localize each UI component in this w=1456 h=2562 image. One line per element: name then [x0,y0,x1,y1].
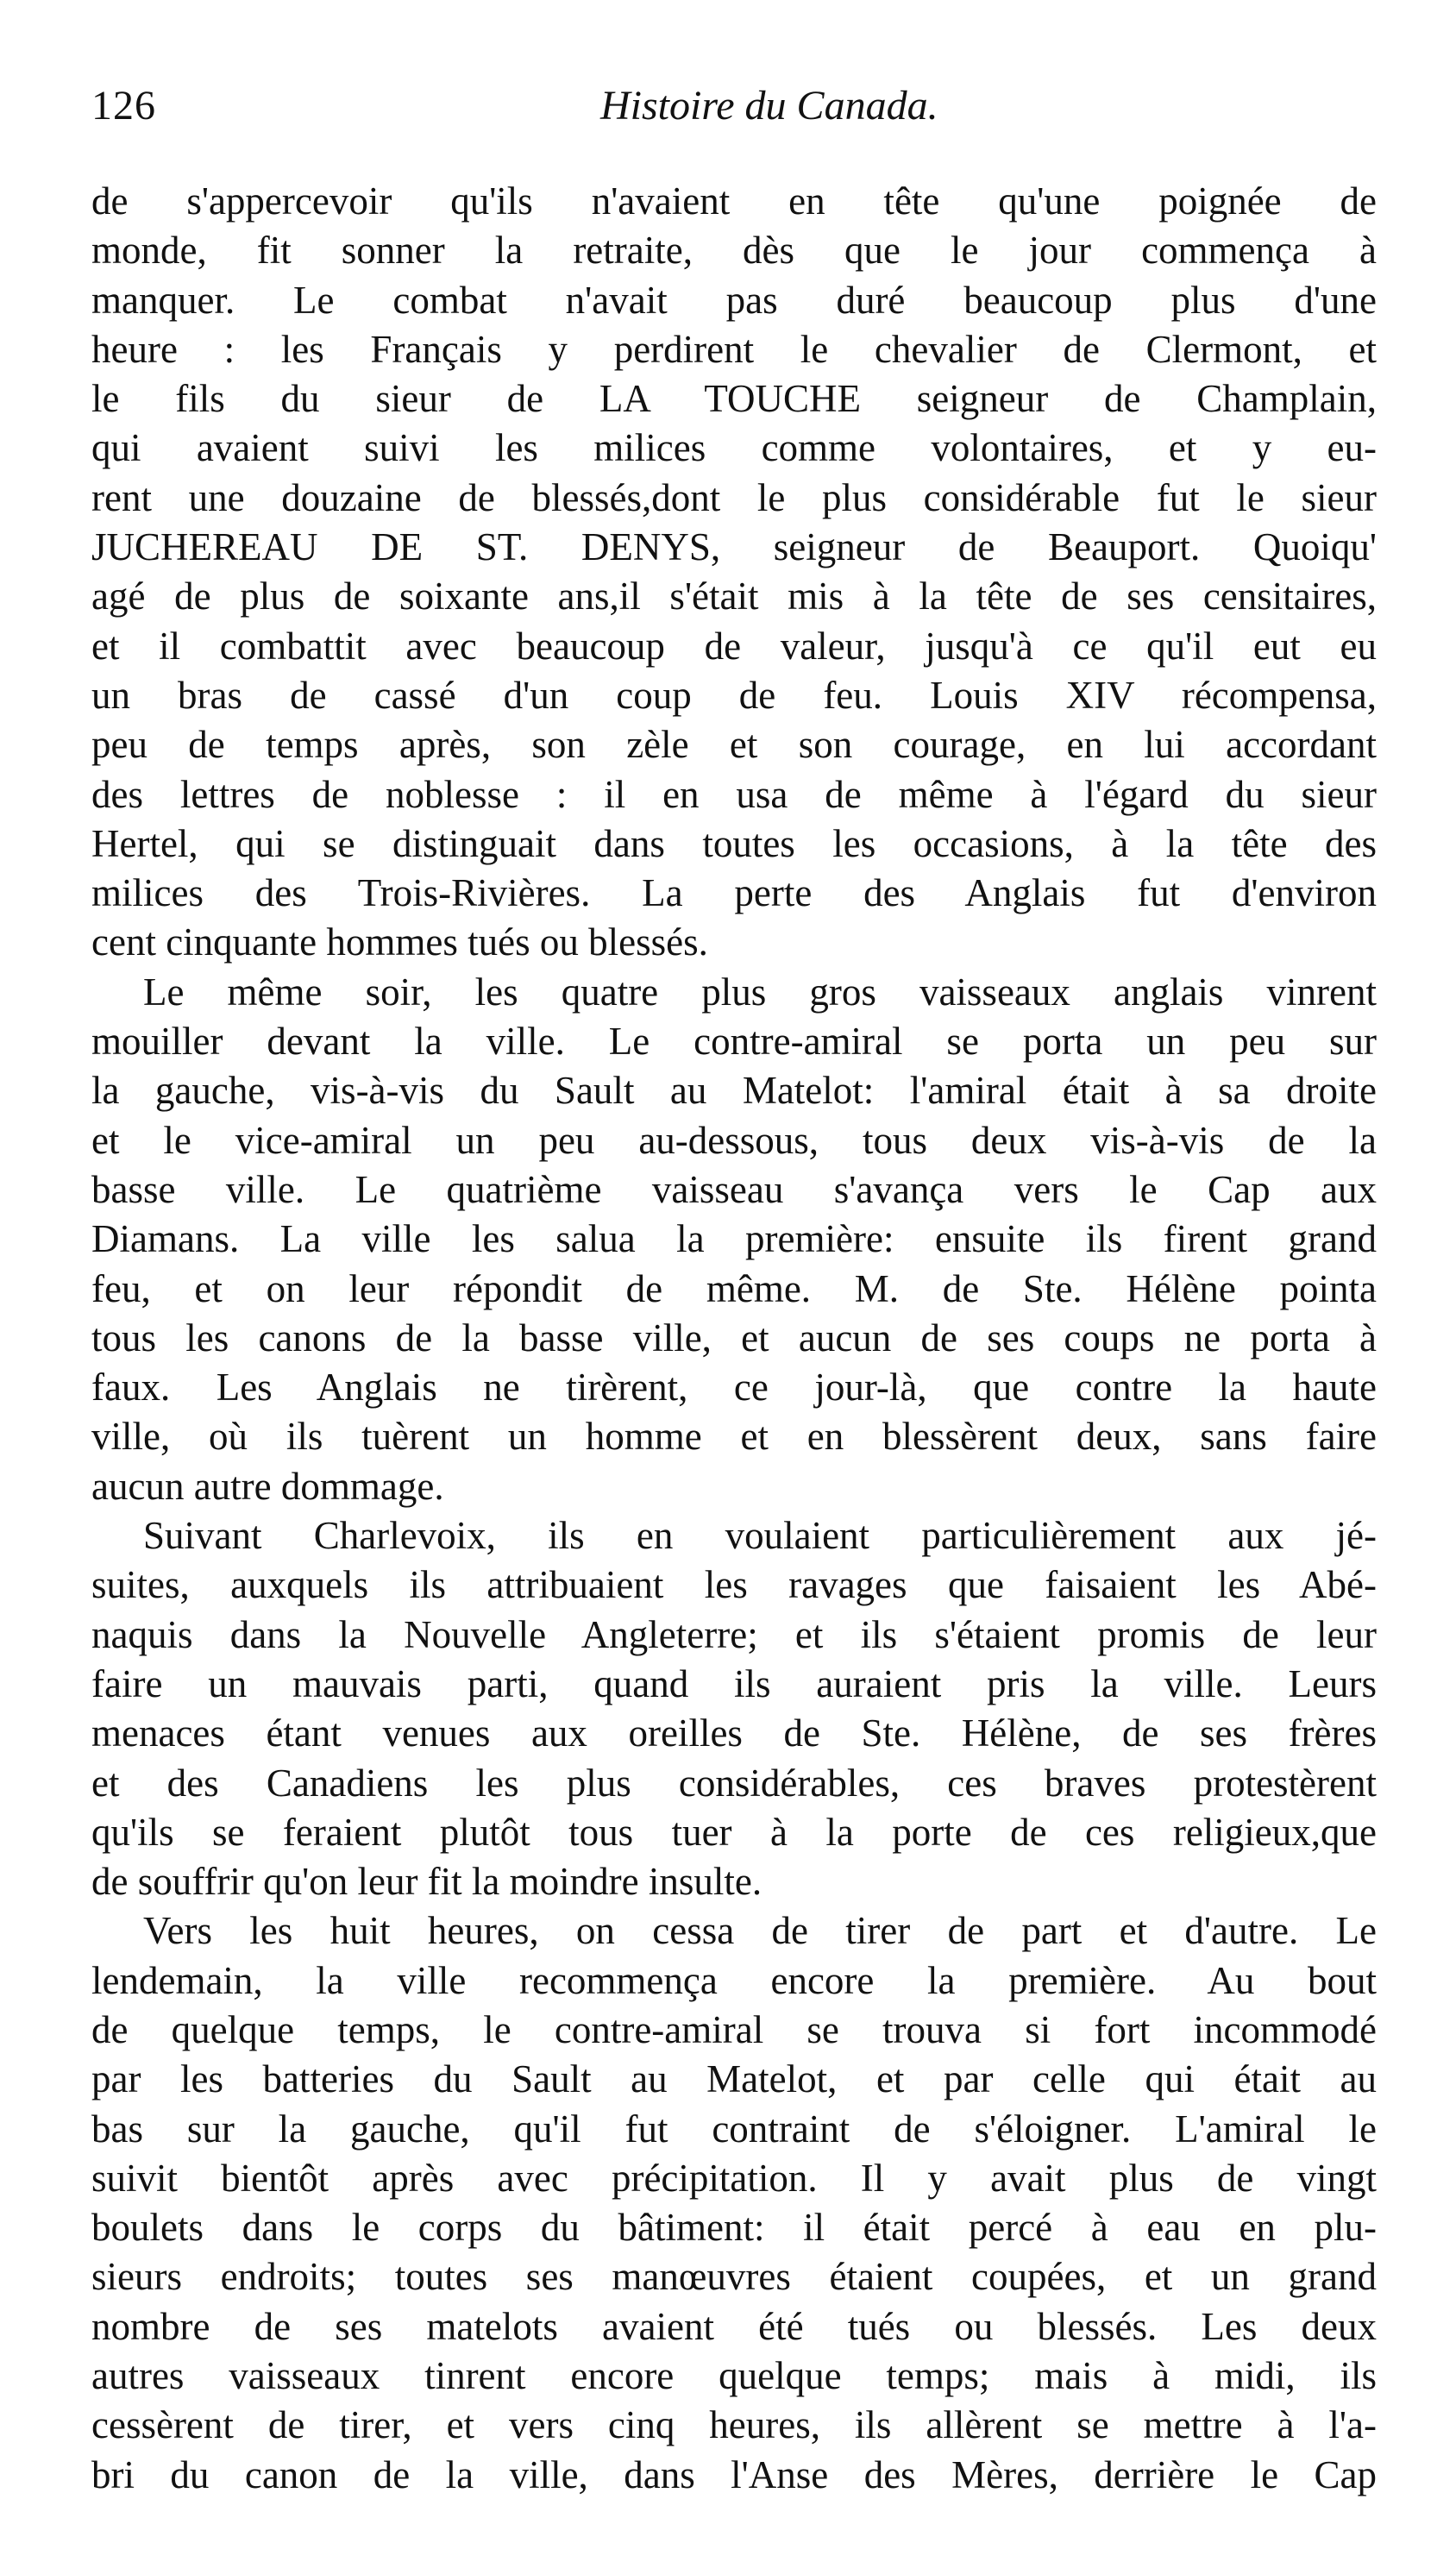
text-line: tous les canons de la basse ville, et aucun de ses coups ne porta à [91,1316,1377,1359]
text-line: bas sur la gauche, qu'il fut contraint de s'éloigner. L'amiral le [91,2107,1377,2151]
text-line: rent une douzaine de blessés,dont le plus considérable fut le sieur [91,475,1377,519]
text-line: naquis dans la Nouvelle Angleterre; et ils s'étaient promis de leur [91,1612,1377,1656]
text-line: suivit bientôt après avec précipitation. Il y avait plus de vingt [91,2156,1377,2200]
text-line: menaces étant venues aux oreilles de Ste. Hélène, de ses frères [91,1711,1377,1755]
text-line: de s'appercevoir qu'ils n'avaient en tête qu'une poignée de [91,179,1377,223]
text-line: basse ville. Le quatrième vaisseau s'avança vers le Cap aux [91,1167,1377,1211]
text-line: des lettres de noblesse : il en usa de même à l'égard du sieur [91,772,1377,816]
text-line: milices des Trois-Rivières. La perte des Anglais fut d'environ [91,871,1377,915]
text-line: et des Canadiens les plus considérables, ces braves protestèrent [91,1761,1377,1805]
text-line: peu de temps après, son zèle et son courage, en lui accordant [91,723,1377,767]
text-line: par les batteries du Sault au Matelot, et par celle qui était au [91,2057,1377,2101]
text-line: Le même soir, les quatre plus gros vaisseaux anglais vinrent [143,970,1377,1014]
text-line: nombre de ses matelots avaient été tués ou blessés. Les deux [91,2304,1377,2348]
text-line: heure : les Français y perdirent le chevalier de Clermont, et [91,327,1377,371]
text-line: ville, où ils tuèrent un homme et en blessèrent deux, sans faire [91,1415,1377,1459]
text-line: de souffrir qu'on leur fit la moindre insulte. [91,1860,763,1904]
text-line: JUCHEREAU DE ST. DENYS, seigneur de Beauport. Quoiqu' [91,525,1377,569]
text-line: mouiller devant la ville. Le contre-amiral se porta un peu sur [91,1020,1377,1064]
text-line: feu, et on leur répondit de même. M. de Ste. Hélène pointa [91,1266,1377,1310]
text-line: de quelque temps, le contre-amiral se trouva si fort incommodé [91,2007,1377,2051]
text-line: autres vaisseaux tinrent encore quelque temps; mais à midi, ils [91,2354,1377,2398]
running-title: Histoire du Canada. [600,83,938,129]
text-line: qui avaient suivi les milices comme volontaires, et y eu- [91,426,1377,470]
text-line: et il combattit avec beaucoup de valeur, jusqu'à ce qu'il eut eu [91,624,1377,668]
paragraph [91,1511,1377,1906]
text-line: Diamans. La ville les salua la première: ensuite ils firent grand [91,1217,1377,1261]
text-line: agé de plus de soixante ans,il s'était mis à la tête de ses censitaires, [91,575,1377,619]
paragraph [91,177,1377,968]
text-line: faire un mauvais parti, quand ils auraient pris la ville. Leurs [91,1661,1377,1705]
paragraph [91,1906,1377,2500]
text-line: et le vice-amiral un peu au-dessous, tous deux vis-à-vis de la [91,1118,1377,1162]
text-line: boulets dans le corps du bâtiment: il était percé à eau en plu- [91,2206,1377,2250]
text-line: aucun autre dommage. [91,1464,444,1508]
text-line: sieurs endroits; toutes ses manœuvres étaient coupées, et un grand [91,2255,1377,2299]
text-line: lendemain, la ville recommença encore la première. Au bout [91,1958,1377,2002]
text-line: Vers les huit heures, on cessa de tirer de part et d'autre. Le [143,1909,1377,1953]
text-line: la gauche, vis-à-vis du Sault au Matelot: l'amiral était à sa droite [91,1069,1377,1113]
text-line: Suivant Charlevoix, ils en voulaient particulièrement aux jé- [143,1514,1377,1558]
text-line: bri du canon de la ville, dans l'Anse des Mères, derrière le Cap [91,2452,1377,2496]
text-line: suites, auxquels ils attribuaient les ravages que faisaient les Abé- [91,1563,1377,1607]
text-line: Hertel, qui se distinguait dans toutes les occasions, à la tête des [91,821,1377,865]
running-head [91,76,1374,136]
text-line: qu'ils se feraient plutôt tous tuer à la porte de ces religieux,que [91,1810,1377,1854]
text-line: cessèrent de tirer, et vers cinq heures, ils allèrent se mettre à l'a- [91,2403,1377,2447]
text-line: monde, fit sonner la retraite, dès que le jour commença à [91,229,1377,273]
text-line: cent cinquante hommes tués ou blessés. [91,920,708,964]
page-number: 126 [91,83,156,129]
text-line: manquer. Le combat n'avait pas duré beaucoup plus d'une [91,278,1377,322]
text-line: faux. Les Anglais ne tirèrent, ce jour-là, que contre la haute [91,1366,1377,1410]
text-line: le fils du sieur de LA TOUCHE seigneur de Champlain, [91,377,1377,421]
paragraph [91,968,1377,1511]
body-text [91,177,1377,2500]
text-line: un bras de cassé d'un coup de feu. Louis XIV récompensa, [91,673,1377,717]
